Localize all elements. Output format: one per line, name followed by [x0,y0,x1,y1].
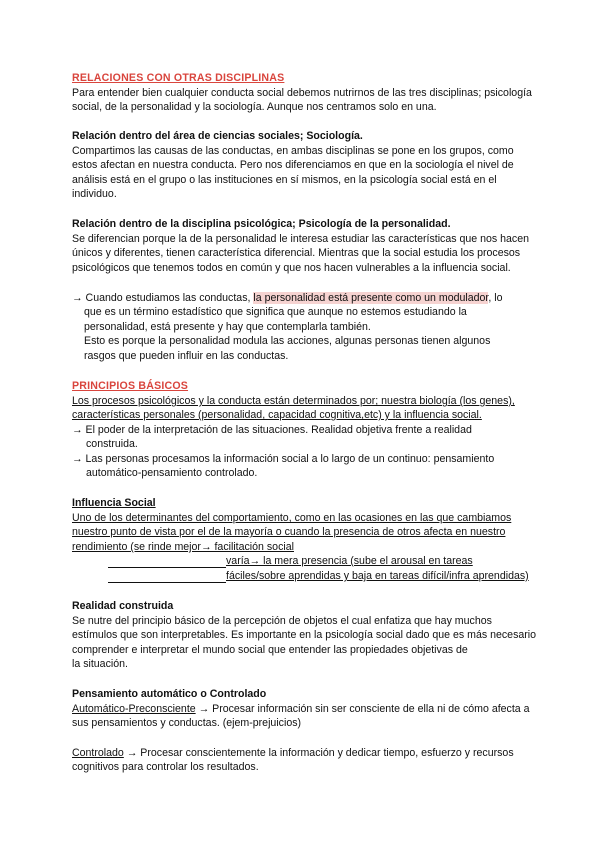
paragraph-line: psicológicos que tenemos todos en común y que nos hacen vulnerables a la influencia social. [72,262,511,274]
arrow-note-line [72,292,503,305]
bullet-line: → El poder de la interpretación de las situaciones. Realidad objetiva frente a realidad [72,424,472,436]
paragraph-line: Uno de los determinantes del comportamiento, como en las ocasiones en las que cambiamos [72,512,512,524]
paragraph-line: Se diferencian porque la de la personalidad le interesa estudiar las características que nos hacen [72,233,529,245]
indented-line: fáciles/sobre aprendidas y baja en tareas difícil/infra aprendidas) [226,570,529,582]
paragraph-line: estos afectan en nuestra conducta. Pero nos diferenciamos en que en la sociología el nivel de [72,159,514,171]
paragraph-line: nuestro punto de vista por el de la mayoría o cuando la presencia de otros afecta en nuestro [72,526,506,538]
arrow-note-line: Esto es porque la personalidad modula las acciones, algunas personas tienen algunos [84,335,491,347]
definition-text: → Procesar conscientemente la información y dedicar tiempo, esfuerzo y recursos [123,747,514,759]
heading-influencia-social: Influencia Social [72,497,156,509]
paragraph-line: únicos y diferentes, tienen característica diferencial. Mientras que la social estudia los procesos [72,247,521,259]
paragraph-line: estímulos que son interpretables. Es importante en la psicología social dado que es más necesario [72,629,537,641]
term-automatico: Automático-Preconsciente [72,703,196,715]
section-title-relaciones: RELACIONES CON OTRAS DISCIPLINAS [72,72,285,84]
underline-rule [108,567,226,568]
bullet-line: automático-pensamiento controlado. [86,467,258,479]
underline-rule [108,582,226,583]
paragraph-line: Se nutre del principio básico de la percepción de objetos el cual enfatiza que hay muchos [72,615,492,627]
paragraph-line: social, de la personalidad y la sociología. Aunque nos centramos solo en una. [72,101,437,113]
paragraph-line: la situación. [72,658,128,670]
arrow-note-line: que es un término estadístico que significa que aunque no estemos estudiando la [84,306,467,318]
paragraph-line: Los procesos psicológicos y la conducta están determinados por; nuestra biología (los genes), [72,395,515,407]
paragraph-line: características personales (personalidad, capacidad cognitiva,etc) y la influencia social. [72,409,482,421]
indented-line: varía→ la mera presencia (sube el arousal en tareas [226,555,473,567]
section-title-principios: PRINCIPIOS BÁSICOS [72,380,189,392]
paragraph-line: sus pensamientos y conductas. (ejem-prejuicios) [72,717,302,729]
heading-realidad-construida: Realidad construida [72,600,174,612]
bullet-line: → Las personas procesamos la información social a lo largo de un continuo: pensamiento [72,453,495,465]
definition-text: → Procesar información sin ser consciente de ella ni de cómo afecta a [195,703,530,715]
arrow-note-post: , lo [488,292,503,304]
definition-automatico [72,703,530,716]
paragraph-line: cognitivos para controlar los resultados. [72,761,259,773]
heading-sociologia: Relación dentro del área de ciencias sociales; Sociología. [72,130,363,142]
definition-controlado [72,747,514,760]
arrow-note-pre: → Cuando estudiamos las conductas, [72,292,254,304]
paragraph-line: rendimiento (se rinde mejor→ facilitación social [72,541,294,553]
paragraph-line: comprender e interpretar el mundo social que entender las propiedades objetivas de [72,644,468,656]
arrow-note-line: personalidad, está presente y hay que contemplarla también. [84,321,371,333]
highlighted-text: la personalidad está presente como un modulador [253,292,489,304]
arrow-note-line: rasgos que pueden influir en las conductas. [84,350,289,362]
heading-pensamiento: Pensamiento automático o Controlado [72,688,267,700]
bullet-line: construida. [86,438,138,450]
term-controlado: Controlado [72,747,124,759]
paragraph-line: Para entender bien cualquier conducta social debemos nutrirnos de las tres disciplinas; psicología [72,87,532,99]
paragraph-line: individuo. [72,188,117,200]
paragraph-line: Compartimos las causas de las conductas, en ambas disciplinas se pone en los grupos, como [72,145,514,157]
paragraph-line: análisis está en el grupo o las instituciones en sí mismos, en la psicología social está en el [72,174,497,186]
heading-personalidad: Relación dentro de la disciplina psicológica; Psicología de la personalidad. [72,218,451,230]
